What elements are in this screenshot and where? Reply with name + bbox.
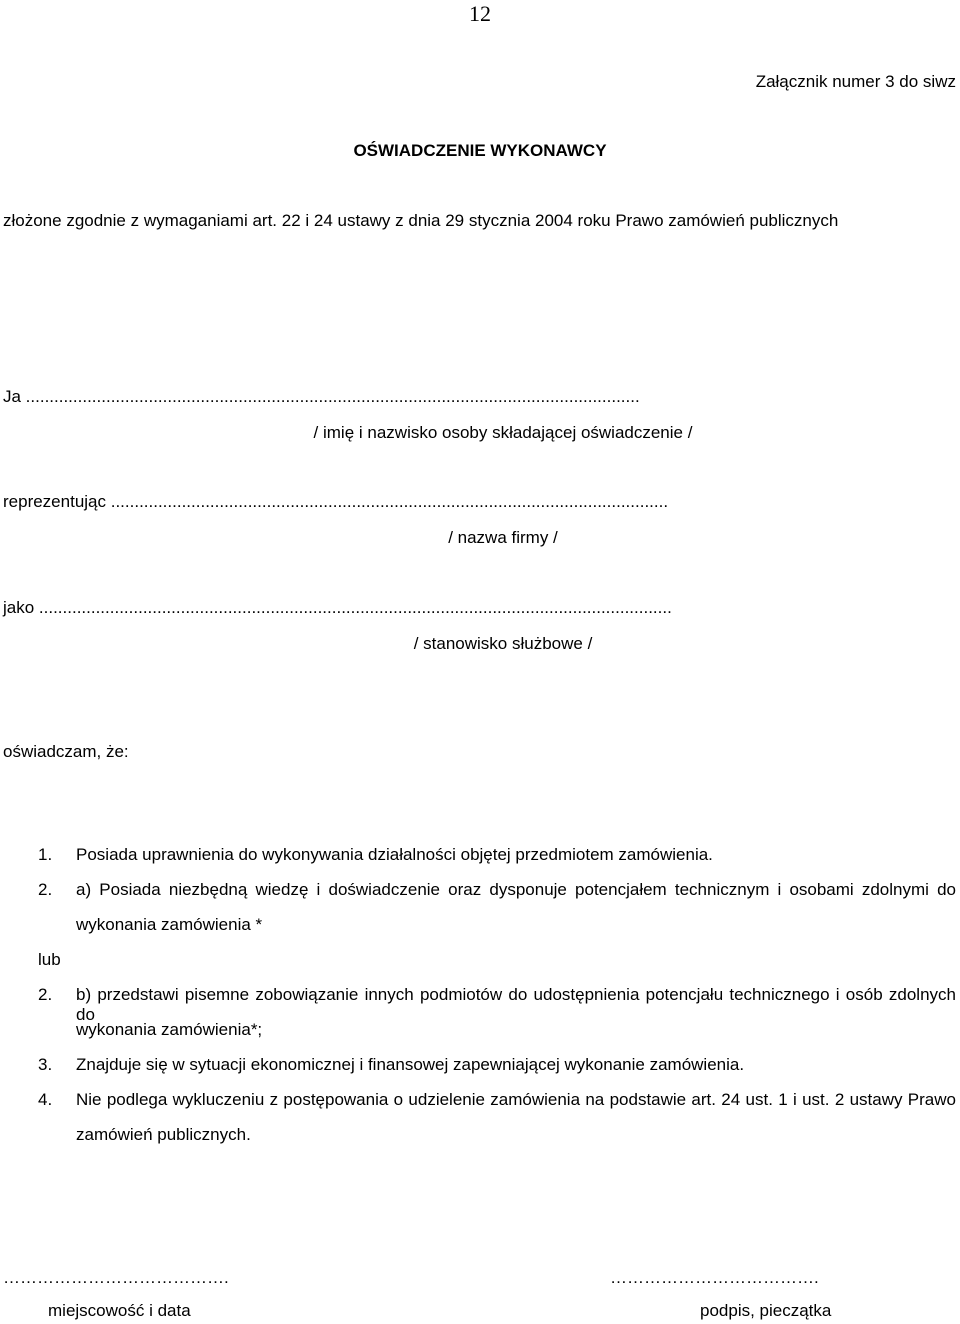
name-hint: / imię i nazwisko osoby składającej oświadczenie /: [313, 423, 693, 442]
company-fill-line: reprezentując ......................................................................................................................: [3, 492, 669, 511]
place-date-dots: ………………………………….: [3, 1268, 229, 1287]
item-4-text-line-2: zamówień publicznych.: [76, 1125, 251, 1144]
item-4-text-line-1: [76, 1090, 956, 1110]
position-fill-line: jako ......................................................................................................................................: [3, 598, 672, 617]
item-2b-number: 2.: [38, 985, 53, 1004]
signature-label: podpis, pieczątka: [700, 1301, 832, 1320]
item-2a-number: 2.: [38, 880, 53, 899]
item-2b-text-line-1-content: b) przedstawi pisemne zobowiązanie innych podmiotów do udostępnienia potencjału technicznego i osób zdolnych do: [76, 985, 956, 1024]
page-number: 12: [469, 1, 491, 26]
document-subtitle: złożone zgodnie z wymaganiami art. 22 i 24 ustawy z dnia 29 stycznia 2004 roku Prawo zamówień publicznych: [3, 211, 839, 230]
company-hint: / nazwa firmy /: [448, 528, 558, 547]
item-2b-text-line-2: wykonania zamówienia*;: [76, 1020, 263, 1039]
document-title: OŚWIADCZENIE WYKONAWCY: [353, 141, 607, 160]
alternative-separator: lub: [38, 950, 61, 969]
attachment-label: Załącznik numer 3 do siwz: [755, 72, 956, 91]
declaration-intro: oświadczam, że:: [3, 742, 129, 761]
item-2a-text-line-1-content: a) Posiada niezbędną wiedzę i doświadczenie oraz dysponuje potencjałem technicznym i osobami zdolnymi do: [76, 880, 956, 899]
item-4-text-line-1-content: Nie podlega wykluczeniu z postępowania o udzielenie zamówienia na podstawie art. 24 ust. 1 i ust. 2 ustawy Prawo: [76, 1090, 956, 1109]
name-fill-line: Ja ..................................................................................................................................: [3, 387, 640, 406]
signature-dots: ……………………………….: [610, 1268, 819, 1287]
place-date-label: miejscowość i data: [48, 1301, 191, 1320]
item-2a-text-line-1: [76, 880, 956, 900]
item-4-number: 4.: [38, 1090, 53, 1109]
item-2a-text-line-2: wykonania zamówienia *: [76, 915, 263, 934]
item-3-number: 3.: [38, 1055, 53, 1074]
item-2b-text-line-1: [76, 985, 956, 1025]
item-3-text: Znajduje się w sytuacji ekonomicznej i finansowej zapewniającej wykonanie zamówienia.: [76, 1055, 745, 1074]
position-hint: / stanowisko służbowe /: [413, 634, 593, 653]
item-1-text: Posiada uprawnienia do wykonywania działalności objętej przedmiotem zamówienia.: [76, 845, 713, 864]
item-1-number: 1.: [38, 845, 53, 864]
